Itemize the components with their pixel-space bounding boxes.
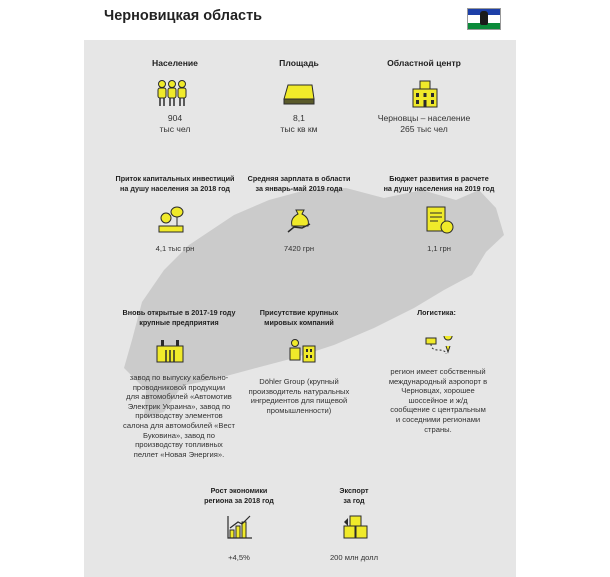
text-line: промышленности) <box>266 405 332 415</box>
stat-heading: Средняя зарплата в области <box>247 174 351 183</box>
factory-icon <box>155 338 185 364</box>
stat-value: 8,1 <box>293 113 305 123</box>
stat-center-value <box>368 113 480 135</box>
stat-heading: на душу населения за 2018 год <box>120 183 230 193</box>
stat-value: 1,1 грн <box>427 244 451 253</box>
text-line: пеллет «Новая Энергия». <box>133 449 225 459</box>
stat-heading: Областной центр <box>387 58 461 68</box>
text-line: Буковина», завод по <box>143 430 215 440</box>
stat-heading: Бюджет развития в расчете <box>389 174 489 183</box>
text-line: Черновцах, хорошее <box>401 386 475 396</box>
stat-budget-value <box>364 244 514 254</box>
stat-new-enterprises-text <box>102 373 256 459</box>
stat-heading: Рост экономики <box>210 486 268 495</box>
stat-area-value <box>254 113 344 135</box>
stat-heading: за январь-май 2019 года <box>255 183 343 193</box>
text-line: сообщение с центральным <box>390 405 486 415</box>
stat-value: 4,1 тыс грн <box>155 244 195 253</box>
text-line: страны. <box>424 424 452 434</box>
text-line: производству топливных <box>135 440 223 450</box>
stat-area <box>254 58 344 68</box>
stat-investment <box>98 174 252 193</box>
stat-heading: крупные предприятия <box>139 317 219 327</box>
stat-new-enterprises <box>104 308 254 327</box>
stat-salary <box>234 174 364 193</box>
people-icon <box>156 79 188 107</box>
stat-heading: Вновь открытые в 2017-19 году <box>122 308 236 317</box>
stat-value: +4,5% <box>228 553 250 562</box>
text-line: шоссейное и ж/д <box>408 395 468 405</box>
stat-logistics <box>389 308 484 318</box>
city-hall-icon <box>411 79 439 109</box>
route-icon <box>424 336 454 360</box>
stat-heading: Площадь <box>279 58 319 68</box>
stat-population <box>130 58 220 68</box>
growth-chart-icon <box>226 514 254 540</box>
flag-icon <box>467 8 501 30</box>
text-line: Döhler Group (крупный <box>259 377 339 386</box>
stat-value: 904 <box>167 113 183 123</box>
stat-economy-growth <box>184 486 294 505</box>
text-line: завод по выпуску кабельно- <box>129 373 229 382</box>
stat-heading: Население <box>152 58 198 68</box>
stat-global-companies <box>244 308 354 327</box>
infographic-panel <box>84 40 516 577</box>
stat-heading: Логистика: <box>417 308 456 317</box>
stat-center <box>368 58 480 68</box>
stat-export-value <box>309 553 399 563</box>
stat-heading: на душу населения на 2019 год <box>383 183 495 193</box>
text-line: салона для автомобилей «Вест <box>123 420 235 430</box>
page-title: Черновицкая область <box>104 8 263 24</box>
stat-investment-value <box>98 244 252 254</box>
stat-budget <box>364 174 514 193</box>
text-line: ингредиентов для пищевой <box>250 396 348 406</box>
company-icon <box>287 338 317 366</box>
investment-icon <box>157 206 187 234</box>
area-icon <box>282 82 316 106</box>
stat-global-companies-text <box>239 377 359 415</box>
stat-logistics-text <box>370 367 506 434</box>
text-line: проводниковой продукции <box>132 382 226 392</box>
stat-unit: 265 тыс чел <box>400 124 448 134</box>
text-line: международный аэропорт в <box>388 376 488 386</box>
stat-heading: мировых компаний <box>264 317 334 327</box>
text-line: для автомобилей «Автомотив <box>126 392 232 402</box>
stat-heading: Приток капитальных инвестиций <box>115 174 235 183</box>
export-boxes-icon <box>342 514 370 540</box>
stat-heading: Присутствие крупных <box>259 308 339 317</box>
text-line: производитель натуральных <box>248 386 350 396</box>
stat-economy-growth-value <box>184 553 294 563</box>
stat-population-value <box>130 113 220 135</box>
text-line: регион имеет собственный <box>390 367 486 376</box>
stat-heading: за год <box>343 495 365 505</box>
stat-value: Черновцы – население <box>377 113 471 123</box>
stat-export <box>309 486 399 505</box>
stat-value: 7420 грн <box>283 244 315 253</box>
stat-salary-value <box>234 244 364 254</box>
text-line: и соседними регионами <box>395 414 481 424</box>
stat-value: 200 млн долл <box>329 553 379 562</box>
text-line: производству элементов <box>135 411 223 421</box>
salary-icon <box>286 206 314 234</box>
stat-unit: тыс чел <box>159 124 191 134</box>
budget-icon <box>424 205 454 235</box>
stat-heading: региона за 2018 год <box>204 495 274 505</box>
stat-heading: Экспорт <box>339 486 369 495</box>
text-line: Электрик Украина», завод по <box>127 401 231 411</box>
stat-unit: тыс кв км <box>280 124 318 134</box>
